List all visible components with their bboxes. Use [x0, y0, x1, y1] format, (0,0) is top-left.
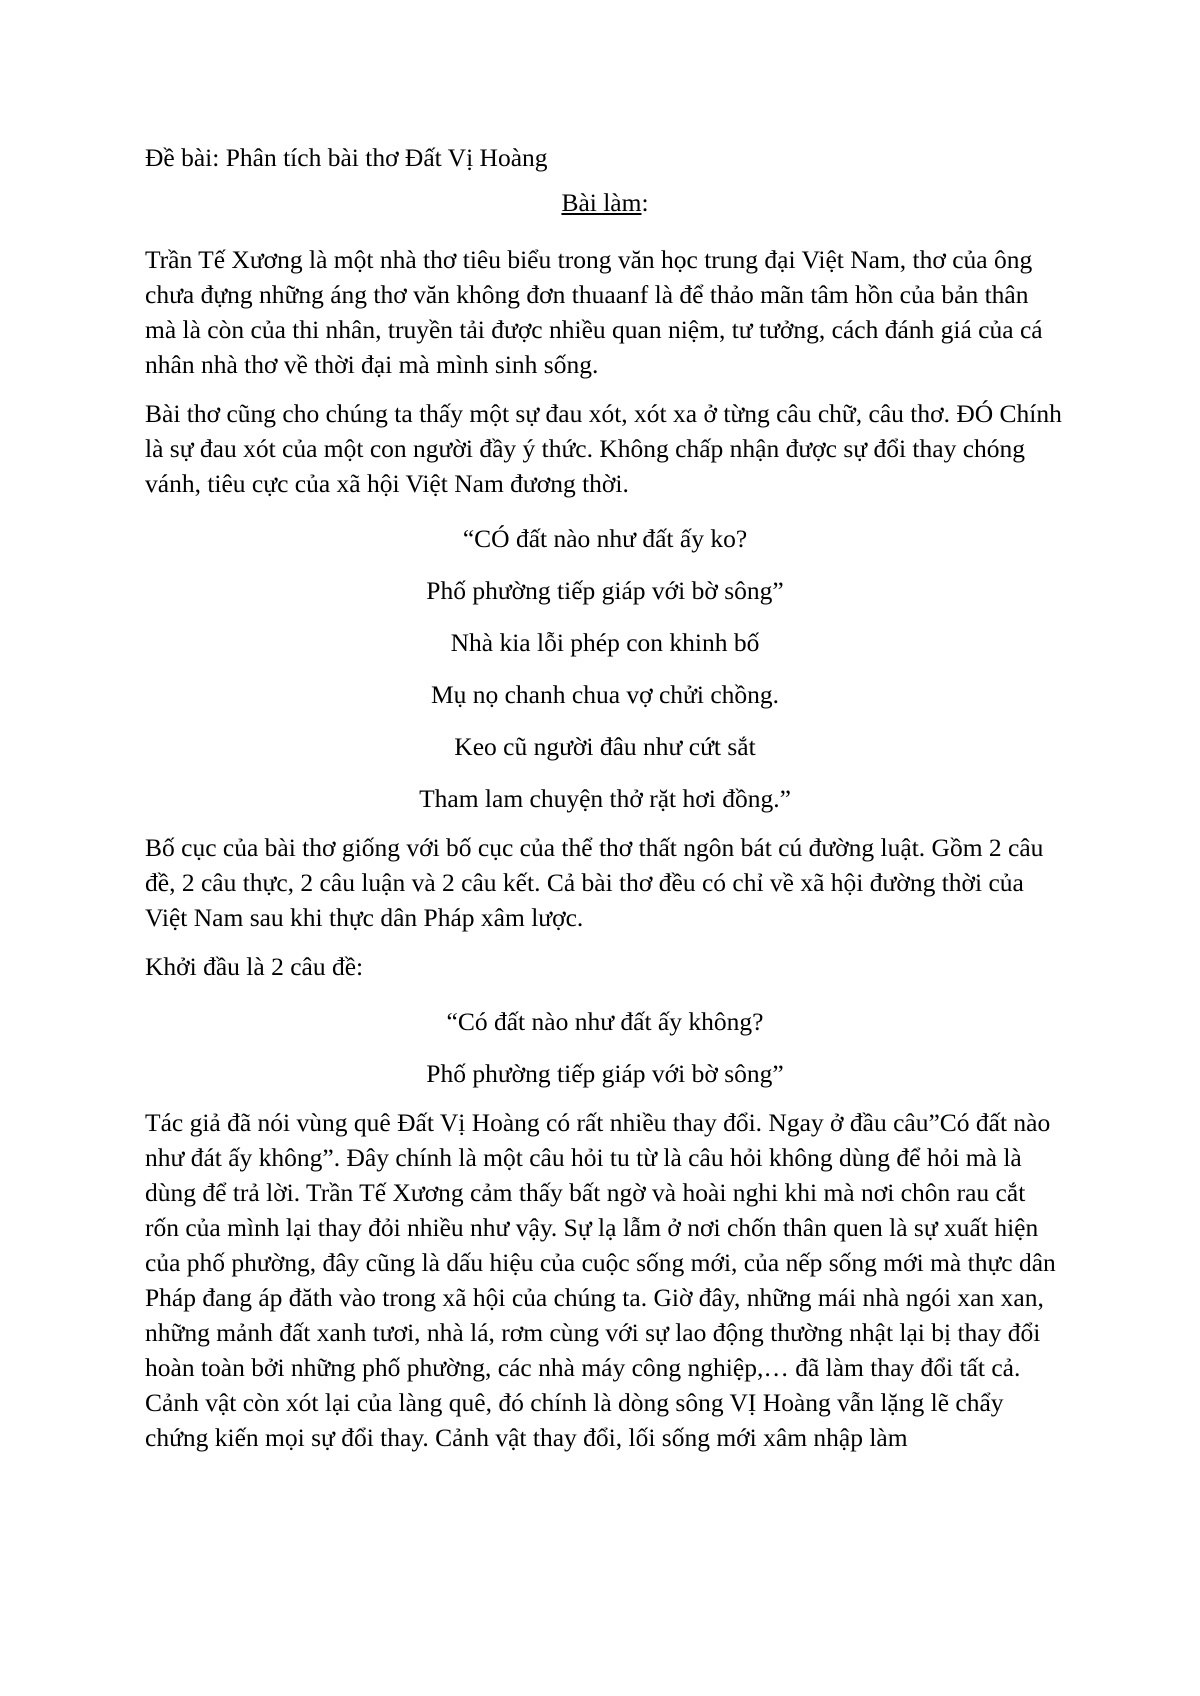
quote-line: “Có đất nào như đất ấy không?: [446, 1007, 764, 1036]
poem-line: Phố phường tiếp giáp với bờ sông”: [426, 576, 784, 605]
document-page: [145, 140, 1065, 1469]
paragraph-emotion: Bài thơ cũng cho chúng ta thấy một sự đau xót, xót xa ở từng câu chữ, câu thơ. ĐÓ Chính là sự đau xót của một con người đầy ý thức. Không chấp nhận được sự đổi thay chóng vánh, tiêu cực của xã hội Việt Nam đương thời.: [145, 399, 1062, 498]
poem-line: Keo cũ người đâu như cứt sắt: [454, 732, 756, 761]
paragraph-intro: Trần Tế Xương là một nhà thơ tiêu biểu trong văn học trung đại Việt Nam, thơ của ông chưa đựng những áng thơ văn không đơn thuaanf là để thảo mãn tâm hồn của bản thân mà là còn của thi nhân, truyền tải được nhiều quan niệm, tư tưởng, cách đánh giá của cá nhân nhà thơ về thời đại mà mình sinh sống.: [145, 245, 1043, 379]
essay-heading: [145, 185, 1065, 220]
poem-line: Tham lam chuyện thở rặt hơi đồng.”: [419, 784, 791, 813]
assignment-title: Đề bài: Phân tích bài thơ Đất Vị Hoàng: [145, 143, 548, 172]
poem-line: Nhà kia lỗi phép con khinh bố: [450, 628, 760, 657]
quote-line: Phố phường tiếp giáp với bờ sông”: [426, 1059, 784, 1088]
intro-line: Khởi đầu là 2 câu đề:: [145, 952, 364, 981]
quote-block: [145, 1004, 1065, 1091]
essay-heading-label: Bài làm: [561, 188, 642, 217]
poem-line: Mụ nọ chanh chua vợ chửi chồng.: [430, 680, 780, 709]
essay-heading-colon: :: [641, 188, 649, 217]
paragraph-structure: Bố cục của bài thơ giống với bố cục của thể thơ thất ngôn bát cú đường luật. Gồm 2 câu đề, 2 câu thực, 2 câu luận và 2 câu kết. Cả bài thơ đều có chỉ về xã hội đường thời của Việt Nam sau khi thực dân Pháp xâm lược.: [145, 833, 1044, 932]
poem-block: [145, 521, 1065, 816]
paragraph-analysis: Tác giả đã nói vùng quê Đất Vị Hoàng có rất nhiều thay đổi. Ngay ở đầu câu”Có đất nào như đát ấy không”. Đây chính là một câu hỏi tu từ là câu hỏi không dùng để hỏi mà là dùng để trả lời. Trần Tế Xương cảm thấy bất ngờ và hoài nghi khi mà nơi chôn rau cắt rốn của mình lại thay đỏi nhiều như vậy. Sự lạ lẫm ở nơi chốn thân quen là sự xuất hiện của phố phường, đây cũng là dấu hiệu của cuộc sống mới, của nếp sống mới mà thực dân Pháp đang áp đăth vào trong xã hội của chúng ta. Giờ đây, những mái nhà ngói xan xan, những mảnh đất xanh tươi, nhà lá, rơm cùng với sự lao động thường nhật lại bị thay đổi hoàn toàn bởi những phố phường, các nhà máy công nghiệp,… đã làm thay đổi tất cả. Cảnh vật còn xót lại của làng quê, đó chính là dòng sông VỊ Hoàng vẫn lặng lẽ chẩy chứng kiến mọi sự đổi thay. Cảnh vật thay đổi, lối sống mới xâm nhập làm: [145, 1108, 1056, 1452]
poem-line: “CÓ đất nào như đất ấy ko?: [462, 524, 748, 553]
